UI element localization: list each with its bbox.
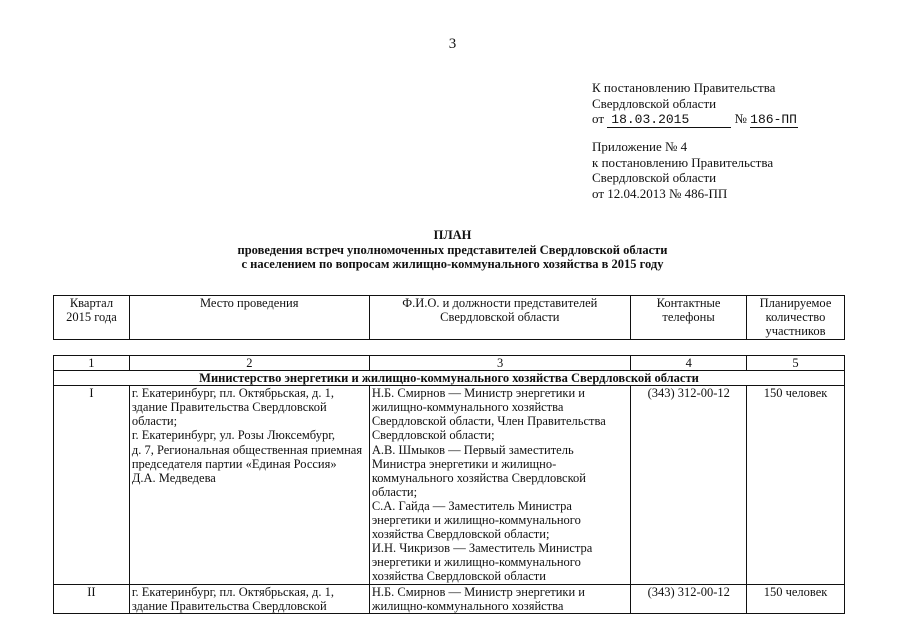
plan-subtitle-line-2: с населением по вопросам жилищно-коммунального хозяйства в 2015 году [241, 257, 664, 271]
column-number: 3 [369, 356, 631, 371]
decree-reference [592, 80, 798, 128]
representatives-cell: Н.Б. Смирнов — Министр энергетики и жилищно-коммунального хозяйства [369, 584, 631, 613]
header-participants: Планируемое количество участников [747, 296, 845, 340]
decree-line-2: Свердловской области [592, 95, 717, 111]
plan-subtitle-line-1: проведения встреч уполномоченных представителей Свердловской области [237, 243, 668, 257]
header-row [54, 296, 845, 340]
appendix-line-4: от 12.04.2013 № 486-ПП [592, 185, 728, 201]
phone-cell: (343) 312-00-12 [631, 584, 747, 613]
participants-cell: 150 человек [747, 584, 845, 613]
quarter-cell: I [54, 386, 130, 584]
quarter-cell: II [54, 584, 130, 613]
decree-number-label: № [734, 111, 747, 126]
phone-cell: (343) 312-00-12 [631, 386, 747, 584]
decree-line-1: К постановлению Правительства [592, 80, 776, 95]
representatives-cell: Н.Б. Смирнов — Министр энергетики и жилищно-коммунального хозяйства Свердловской области, Член Правительства Свердловской области; А.В. Шмыков — Первый заместитель Министра энергетики и жилищно- коммунального хозяйства Свердловской области; С.А. Гайда — Заместитель Министра энергетики и жилищно-коммунального хозяйства Свердловской области; И.Н. Чикризов — Заместитель Министра энергетики и жилищно-коммунального хозяйства Свердловской области [369, 386, 631, 584]
header-phones: Контактные телефоны [631, 296, 747, 340]
plan-table [53, 355, 845, 614]
plan-title: ПЛАН [433, 228, 472, 242]
column-number: 5 [747, 356, 845, 371]
plan-table-header [53, 295, 845, 340]
header-representatives: Ф.И.О. и должности представителей Свердловской области [369, 296, 631, 340]
decree-from-label: от [592, 111, 605, 126]
section-row [54, 371, 845, 386]
column-number: 4 [631, 356, 747, 371]
page-number: 3 [448, 36, 457, 52]
decree-date-line [592, 111, 798, 128]
column-number: 1 [54, 356, 130, 371]
place-cell: г. Екатеринбург, пл. Октябрьская, д. 1, здание Правительства Свердловской [129, 584, 369, 613]
decree-date: 18.03.2015 [607, 113, 731, 128]
header-place: Место проведения [129, 296, 369, 340]
table-row [54, 386, 845, 584]
appendix-line-2: к постановлению Правительства [592, 154, 774, 170]
appendix-reference [592, 139, 773, 201]
participants-cell: 150 человек [747, 386, 845, 584]
column-number: 2 [129, 356, 369, 371]
section-title: Министерство энергетики и жилищно-коммунального хозяйства Свердловской области [54, 371, 845, 386]
table-row [54, 584, 845, 613]
header-quarter: Квартал 2015 года [54, 296, 130, 340]
column-numbers-row [54, 356, 845, 371]
appendix-line-1: Приложение № 4 [592, 139, 688, 154]
place-cell: г. Екатеринбург, пл. Октябрьская, д. 1, здание Правительства Свердловской области; г. Екатеринбург, ул. Розы Люксембург, д. 7, Региональная общественная приемная председателя партии «Единая Россия» Д.А. Медведева [129, 386, 369, 584]
decree-number: 186-ПП [750, 112, 797, 127]
appendix-line-3: Свердловской области [592, 170, 717, 185]
